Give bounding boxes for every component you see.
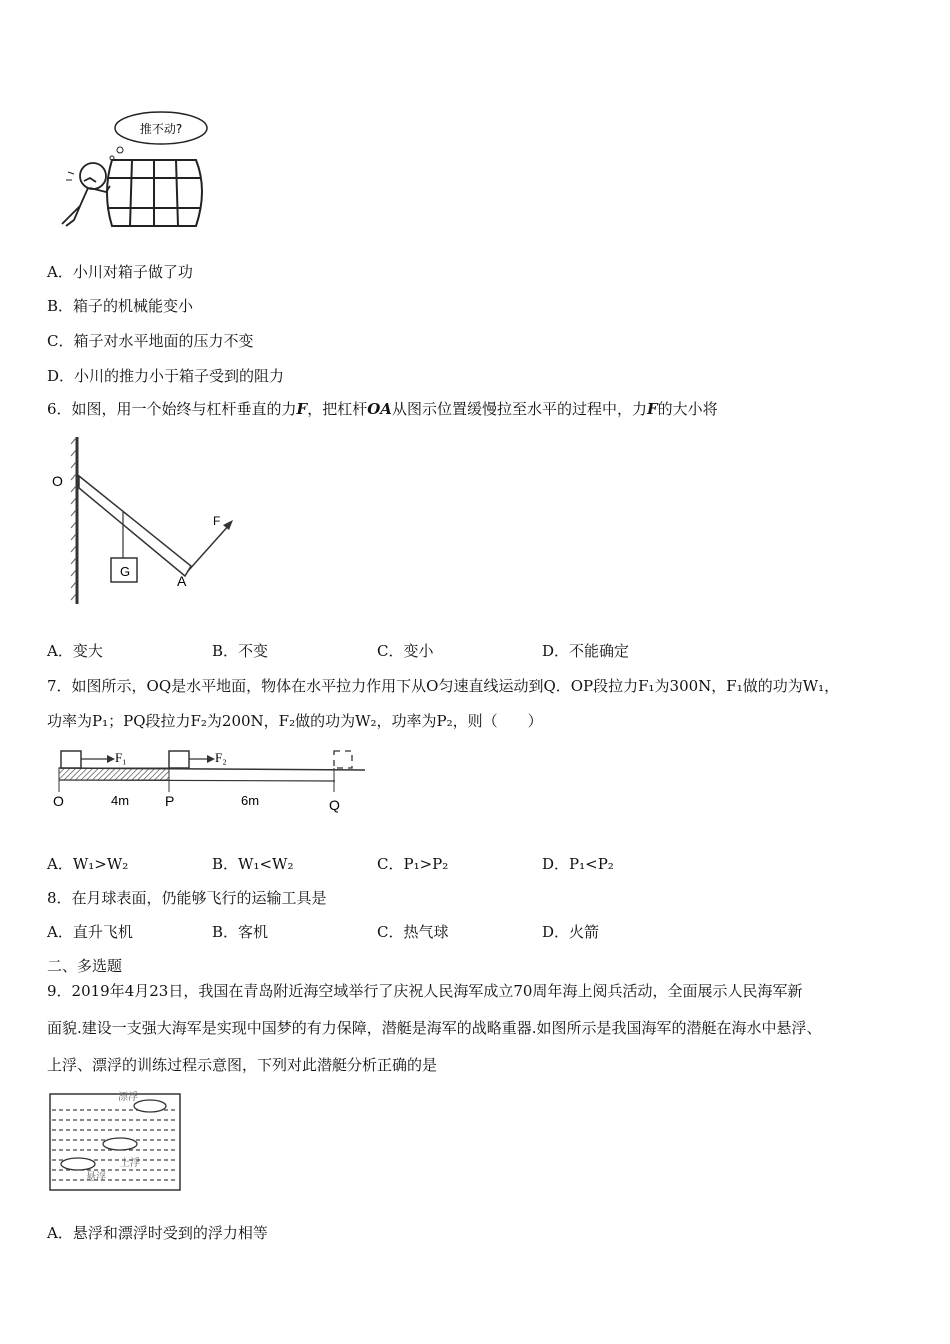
boy-figure <box>62 163 110 226</box>
q9-stem-line3: 上浮、漂浮的训练过程示意图，下列对此潜艇分析正确的是 <box>47 1056 438 1074</box>
q6-option-a: A．变大 <box>47 642 103 660</box>
q9-option-a: A．悬浮和漂浮时受到的浮力相等 <box>47 1224 268 1242</box>
q6-lever-oa: OA <box>367 400 392 418</box>
q6-option-d: D．不能确定 <box>542 642 630 660</box>
block-at-q <box>334 751 352 768</box>
label-suspend: 悬浮 <box>86 1172 106 1183</box>
q6-stem-post: 的大小将 <box>657 400 718 418</box>
rough-segment-op <box>59 768 169 780</box>
q6-stem-mid2: 从图示位置缓慢拉至水平的过程中，力 <box>391 400 647 418</box>
q8-stem: 8．在月球表面，仍能够飞行的运输工具是 <box>47 889 327 907</box>
q8-option-a: A．直升飞机 <box>47 923 133 941</box>
block-at-o <box>61 751 81 768</box>
submarine-rising <box>103 1138 137 1150</box>
q8-option-d: D．火箭 <box>542 923 600 941</box>
submarine-suspended <box>61 1158 95 1170</box>
q6-option-b: B．不变 <box>212 642 269 660</box>
lever-figure <box>45 432 250 612</box>
label-f1: F₁ <box>115 750 127 765</box>
q9-stem-line1: 9．2019年4月23日，我国在青岛附近海空域举行了庆祝人民海军成立70周年海上阅兵活动，全面展示人民海军新 <box>47 982 803 1000</box>
q6-force-f2: F <box>646 400 658 418</box>
q6-stem-mid1: ，把杠杆 <box>307 400 368 418</box>
submarine-figure <box>48 1088 184 1194</box>
q6-force-f: F <box>296 400 308 418</box>
label-f: F <box>213 514 221 528</box>
label-p: P <box>165 793 175 809</box>
label-4m: 4m <box>111 793 130 808</box>
q8-option-c: C．热气球 <box>377 923 449 941</box>
q6-option-c: C．变小 <box>377 642 434 660</box>
q7-option-a: A．W₁>W₂ <box>47 855 129 873</box>
label-g: G <box>120 564 131 579</box>
q7-stem-line2: 功率为P₁；PQ段拉力F₂为200N，F₂做的功为W₂，功率为P₂，则（ ） <box>47 712 543 730</box>
label-o: O <box>52 473 63 489</box>
q7-option-d: D．P₁<P₂ <box>542 855 614 873</box>
label-float: 漂浮 <box>118 1092 138 1103</box>
submarine-floating <box>134 1100 166 1112</box>
wooden-box <box>107 160 202 226</box>
force-arrow <box>188 524 230 571</box>
bubble-text: 推不动? <box>139 122 183 136</box>
label-o: O <box>53 793 64 809</box>
q5-option-d: D．小川的推力小于箱子受到的阻力 <box>47 367 285 385</box>
q7-option-b: B．W₁<W₂ <box>212 855 294 873</box>
q7-option-c: C．P₁>P₂ <box>377 855 449 873</box>
label-a: A <box>177 573 187 589</box>
label-q: Q <box>329 797 340 813</box>
q5-option-c: C．箱子对水平地面的压力不变 <box>47 332 254 350</box>
q6-stem <box>47 399 718 419</box>
section-heading: 二、多选题 <box>47 957 123 975</box>
q8-option-b: B．客机 <box>212 923 269 941</box>
q5-option-b: B．箱子的机械能变小 <box>47 297 194 315</box>
block-at-p <box>169 751 189 768</box>
ground-figure <box>45 742 375 814</box>
q9-stem-line2: 面貌.建设一支强大海军是实现中国梦的有力保障，潜艇是海军的战略重器.如图所示是我国海军的潜艇在海水中悬浮、 <box>47 1019 822 1037</box>
q5-option-a: A．小川对箱子做了功 <box>47 263 193 281</box>
label-f2: F₂ <box>215 750 227 765</box>
label-6m: 6m <box>241 793 260 808</box>
label-rise: 上浮 <box>120 1158 140 1169</box>
q6-stem-pre: 6．如图，用一个始终与杠杆垂直的力 <box>47 400 297 418</box>
q7-stem-line1: 7．如图所示，OQ是水平地面，物体在水平拉力作用下从O匀速直线运动到Q．OP段拉力F₁为300N，F₁做的功为W₁， <box>47 677 840 695</box>
push-box-figure <box>60 108 220 233</box>
